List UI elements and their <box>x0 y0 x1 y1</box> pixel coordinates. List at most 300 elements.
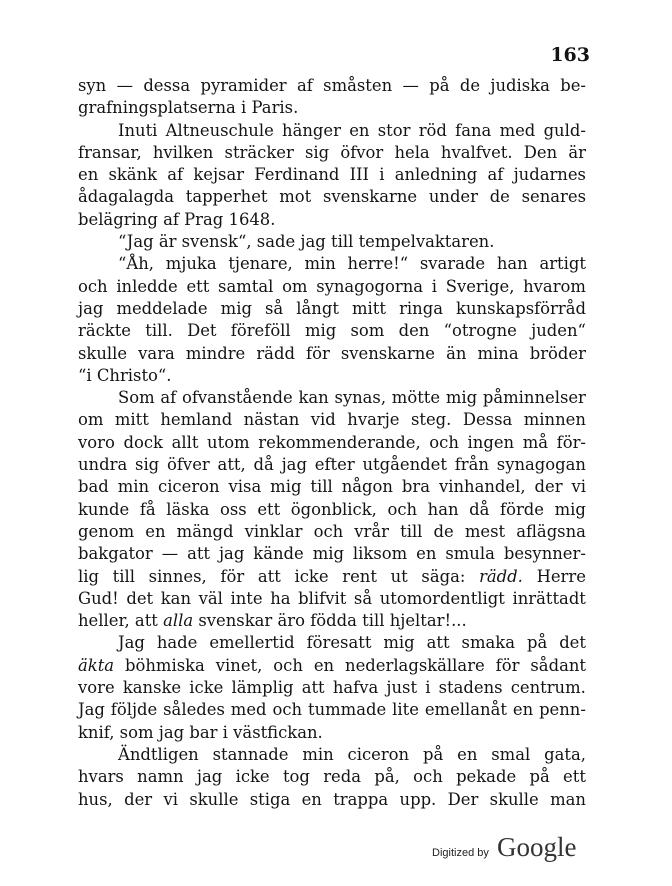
word: min <box>302 744 334 764</box>
word: det <box>126 588 154 608</box>
word: emellanåt <box>424 700 507 720</box>
word: äkta <box>78 655 115 675</box>
word: bröder <box>529 343 586 363</box>
word: “Jag <box>118 232 154 252</box>
word: dock <box>123 432 163 452</box>
word: hemland <box>160 410 233 430</box>
word: undra <box>78 455 128 475</box>
word: steg. <box>410 410 452 430</box>
word: bar <box>189 722 218 742</box>
word: må <box>522 432 549 452</box>
word: tjenare, <box>228 254 293 274</box>
word: “otrogne <box>443 321 517 341</box>
word: allt <box>171 432 199 452</box>
word: Den <box>523 142 558 162</box>
word: till <box>362 611 385 631</box>
word: smula <box>445 544 495 564</box>
word: voro <box>78 432 115 452</box>
word: ciceron <box>347 744 410 764</box>
word: der <box>124 789 153 809</box>
word: mig <box>304 321 337 341</box>
word: genom <box>78 521 135 541</box>
word: en <box>145 521 166 541</box>
text-line <box>78 298 586 320</box>
word: födda <box>310 611 357 631</box>
word: jag <box>300 232 326 252</box>
word: sig <box>305 142 330 162</box>
word: synagogorna <box>316 276 424 296</box>
word: synagogan <box>496 455 586 475</box>
word: icke <box>294 566 329 586</box>
word: hela <box>394 142 430 162</box>
word: att <box>426 633 450 653</box>
word: Der <box>447 789 479 809</box>
word: Herre <box>536 566 586 586</box>
word: fana <box>455 120 492 140</box>
word: och <box>272 700 303 720</box>
word: bad <box>78 477 109 497</box>
word: på <box>422 744 444 764</box>
word: dessa <box>143 76 191 95</box>
word: de <box>459 76 481 95</box>
word: med <box>499 120 536 140</box>
text-line <box>78 454 586 476</box>
word: utom <box>207 432 250 452</box>
text-line <box>78 655 586 677</box>
word: bra <box>401 477 430 497</box>
word: Ändtligen <box>118 744 199 764</box>
word: ha <box>270 588 291 608</box>
word: för <box>495 655 520 675</box>
word: att <box>187 544 211 564</box>
word: läska <box>166 499 210 519</box>
text-line <box>78 588 586 610</box>
word: från <box>454 455 489 475</box>
word: syn <box>78 76 107 95</box>
word: judiska <box>490 76 550 95</box>
word: vinet, <box>215 655 263 675</box>
word: om <box>282 276 308 296</box>
word: vore <box>78 678 115 698</box>
word: senares <box>521 187 586 207</box>
text-line <box>78 409 586 431</box>
word: en <box>301 789 322 809</box>
word: synas, <box>334 388 387 408</box>
word: vid <box>310 410 336 430</box>
word: sträcker <box>224 142 294 162</box>
word: en <box>416 544 437 564</box>
word: de <box>433 521 454 541</box>
word: efter <box>314 455 355 475</box>
word: der <box>534 477 563 497</box>
word: långt <box>296 298 339 318</box>
word: pekade <box>456 767 517 787</box>
word: Inuti <box>118 120 158 140</box>
word: att <box>257 566 281 586</box>
word: mitt <box>114 410 149 430</box>
word: ut <box>390 566 408 586</box>
word: gata, <box>544 744 586 764</box>
word: heller, <box>78 611 130 631</box>
word: skulle <box>189 789 239 809</box>
word: centrum. <box>510 678 586 698</box>
word: till. <box>145 321 173 341</box>
word: hvarom <box>523 276 586 296</box>
word: tempelvaktaren. <box>358 232 495 252</box>
word: upp. <box>399 789 437 809</box>
word: af <box>487 165 504 185</box>
word: mindre <box>185 343 246 363</box>
word: hvilken <box>152 142 214 162</box>
word: sinnes, <box>148 566 207 586</box>
word: i <box>431 276 438 296</box>
word: minnen <box>523 410 586 430</box>
word: reda <box>323 767 362 787</box>
text-line <box>78 789 586 811</box>
word: kan <box>298 388 329 408</box>
word: mina <box>477 343 519 363</box>
word: få <box>139 499 156 519</box>
word: är <box>568 142 586 162</box>
word: och <box>429 432 459 452</box>
text-line <box>78 699 586 721</box>
word: jag <box>78 298 104 318</box>
word: en <box>457 744 478 764</box>
word: skulle <box>489 789 539 809</box>
word: inledde <box>116 276 178 296</box>
word: hvars <box>78 767 124 787</box>
digitized-by-label: Digitized by <box>432 847 489 859</box>
word: ingen <box>467 432 515 452</box>
word: stadens <box>438 678 503 698</box>
word: Jag <box>78 700 105 720</box>
text-line <box>78 120 586 142</box>
text-line <box>78 677 586 699</box>
word: den <box>398 321 430 341</box>
word: således <box>163 700 225 720</box>
word: af <box>167 165 184 185</box>
word: mig <box>383 633 415 653</box>
word: jag <box>196 767 223 787</box>
word: oss <box>220 499 247 519</box>
word: Dessa <box>462 410 513 430</box>
word: till <box>112 566 135 586</box>
text-line <box>78 209 586 231</box>
word: äro <box>277 611 305 631</box>
text-line <box>78 387 586 409</box>
text-line <box>78 276 586 298</box>
word: just <box>386 678 418 698</box>
word: rekommenderande, <box>258 432 421 452</box>
word: inrättadt <box>512 588 586 608</box>
word: mest <box>464 521 506 541</box>
word: lig <box>78 566 99 586</box>
word: “i <box>78 365 92 385</box>
word: — <box>402 76 419 95</box>
text-line <box>78 142 586 164</box>
word: säga: <box>421 566 466 586</box>
word: en <box>313 655 335 675</box>
word: visa <box>228 477 262 497</box>
word: vara <box>138 343 175 363</box>
word: ringa <box>399 298 443 318</box>
word: än <box>446 343 467 363</box>
word: liksom <box>352 544 408 564</box>
word: västfickan. <box>233 722 323 742</box>
word: som <box>350 321 385 341</box>
word: mängd <box>176 521 234 541</box>
word: för <box>306 343 330 363</box>
word: stannade <box>212 744 289 764</box>
word: någon <box>341 477 393 497</box>
word: stor <box>377 120 411 140</box>
word: stiga <box>249 789 291 809</box>
word: och <box>413 767 443 787</box>
page-number: 163 <box>550 44 590 66</box>
word: skänk <box>108 165 158 185</box>
word: rent <box>342 566 377 586</box>
word: är <box>158 232 177 252</box>
word: Prag <box>184 209 224 229</box>
word: kände <box>253 544 304 564</box>
word: att <box>301 678 325 698</box>
word: det <box>559 633 586 653</box>
word: och <box>387 499 418 519</box>
word: inte <box>230 588 263 608</box>
word: kunskapsförråd <box>456 298 586 318</box>
word: smaka <box>461 633 515 653</box>
word: till <box>331 232 354 252</box>
word: Paris. <box>251 98 299 118</box>
text-line <box>78 365 586 387</box>
text-line <box>78 521 586 543</box>
word: vinhandel, <box>438 477 526 497</box>
word: jag <box>281 455 307 475</box>
word: förde <box>500 499 544 519</box>
word: på <box>429 76 450 95</box>
word: knif, <box>78 722 115 742</box>
word: alla <box>163 611 194 631</box>
text-line <box>78 75 586 97</box>
word: under <box>428 187 478 207</box>
word: guld- <box>543 120 586 140</box>
word: och <box>78 276 108 296</box>
digitization-credit <box>432 832 576 863</box>
word: bakgator <box>78 544 153 564</box>
word: han <box>427 499 459 519</box>
word: nästan <box>243 410 300 430</box>
text-line <box>78 164 586 186</box>
word: följde <box>110 700 158 720</box>
word: ett <box>563 767 586 787</box>
word: af <box>163 209 179 229</box>
word: sade <box>256 232 296 252</box>
word: i <box>425 678 431 698</box>
word: trappa <box>333 789 389 809</box>
word: nederlagskällare <box>345 655 485 675</box>
word: Det <box>187 321 217 341</box>
word: juden“ <box>531 321 586 341</box>
word: penn- <box>539 700 586 720</box>
word: ådagalagda <box>78 187 175 207</box>
word: en <box>512 700 534 720</box>
word: vi <box>571 477 586 497</box>
google-logo: Google <box>496 832 577 862</box>
word: kunde <box>78 499 130 519</box>
word: en <box>349 120 370 140</box>
word: till <box>310 477 333 497</box>
word: rädd <box>256 343 295 363</box>
word: hus, <box>78 789 113 809</box>
word: svenskar <box>198 611 273 631</box>
word: jag <box>218 544 245 564</box>
text-line <box>78 744 586 766</box>
word: för <box>220 566 245 586</box>
word: vinklar <box>244 521 303 541</box>
word: min <box>117 477 150 497</box>
word: fransar, <box>78 142 142 162</box>
word: hjeltar!... <box>389 611 467 631</box>
word: kanske <box>122 678 182 698</box>
word: att, <box>217 455 246 475</box>
word: mötte <box>391 388 441 408</box>
word: icke <box>235 767 270 787</box>
word: herre!“ <box>347 254 409 274</box>
word: om <box>78 410 104 430</box>
text-line <box>78 97 586 119</box>
word: öfver <box>167 455 210 475</box>
word: med <box>230 700 267 720</box>
word: Sverige, <box>445 276 515 296</box>
word: till <box>400 521 423 541</box>
word: föresatt <box>306 633 372 653</box>
word: svarade <box>419 254 486 274</box>
word: Ferdinand <box>254 165 340 185</box>
word: vrår <box>354 521 389 541</box>
word: sådant <box>530 655 586 675</box>
word: belägring <box>78 209 158 229</box>
text-line <box>78 499 586 521</box>
word: mig <box>220 298 252 318</box>
word: icke <box>189 678 224 698</box>
word: att <box>134 611 158 631</box>
text-line <box>78 231 586 253</box>
body-text <box>78 75 586 811</box>
word: Christo“. <box>96 365 172 385</box>
word: hafva <box>332 678 379 698</box>
text-line <box>78 543 586 565</box>
word: på <box>529 767 550 787</box>
text-line <box>78 343 586 365</box>
word: emellertid <box>209 633 295 653</box>
word: lämplig <box>231 678 294 698</box>
word: i <box>222 722 228 742</box>
word: namn <box>137 767 184 787</box>
word: min <box>304 254 336 274</box>
word: föreföll <box>230 321 291 341</box>
word: mitt <box>352 298 386 318</box>
word: pyramider <box>200 76 287 95</box>
word: på, <box>374 767 400 787</box>
word: lite <box>392 700 419 720</box>
word: tapperhet <box>185 187 268 207</box>
word: artigt <box>539 254 586 274</box>
text-line <box>78 610 586 632</box>
word: svenskarne <box>322 187 418 207</box>
word: be- <box>560 76 586 95</box>
word: “Åh, <box>118 254 154 274</box>
word: rädd. <box>479 566 523 586</box>
text-line <box>78 320 586 342</box>
word: utomordentligt <box>379 588 505 608</box>
word: meddelade <box>116 298 208 318</box>
word: kejsar <box>193 165 245 185</box>
word: han <box>496 254 528 274</box>
word: för- <box>556 432 586 452</box>
word: öfvor <box>340 142 384 162</box>
word: svensk“, <box>181 232 252 252</box>
word: då <box>469 499 490 519</box>
word: mot <box>279 187 312 207</box>
word: hvarje <box>347 410 400 430</box>
word: mig <box>312 544 344 564</box>
word: judarnes <box>513 165 586 185</box>
word: Jag <box>118 633 145 653</box>
word: på <box>526 633 548 653</box>
word: smal <box>491 744 531 764</box>
text-line <box>78 253 586 275</box>
word: besynner- <box>503 544 586 564</box>
word: hänger <box>282 120 341 140</box>
word: sig <box>135 455 160 475</box>
word: mjuka <box>165 254 217 274</box>
word: väl <box>198 588 223 608</box>
text-line <box>78 766 586 788</box>
word: så <box>353 588 373 608</box>
word: då <box>253 455 274 475</box>
word: grafningsplatserna <box>78 98 236 118</box>
word: Altneuschule <box>165 120 274 140</box>
word: kan <box>160 588 191 608</box>
text-line <box>78 722 586 744</box>
word: tog <box>282 767 310 787</box>
word: mig <box>554 499 586 519</box>
word: man <box>550 789 586 809</box>
word: anledning <box>394 165 478 185</box>
word: blifvit <box>298 588 347 608</box>
word: skulle <box>78 343 128 363</box>
word: III <box>349 165 370 185</box>
word: utgåendet <box>362 455 447 475</box>
word: vi <box>163 789 178 809</box>
word: aflägsna <box>516 521 586 541</box>
word: en <box>78 165 99 185</box>
text-line <box>78 186 586 208</box>
word: räckte <box>78 321 132 341</box>
word: mig <box>270 477 302 497</box>
word: röd <box>418 120 447 140</box>
text-line <box>78 432 586 454</box>
word: af <box>160 388 177 408</box>
word: småsten <box>323 76 393 95</box>
word: — <box>161 544 179 564</box>
word: hvalfvet. <box>440 142 513 162</box>
word: samtal <box>218 276 274 296</box>
word: och <box>313 521 344 541</box>
word: Gud! <box>78 588 119 608</box>
word: af <box>296 76 313 95</box>
text-line <box>78 566 586 588</box>
